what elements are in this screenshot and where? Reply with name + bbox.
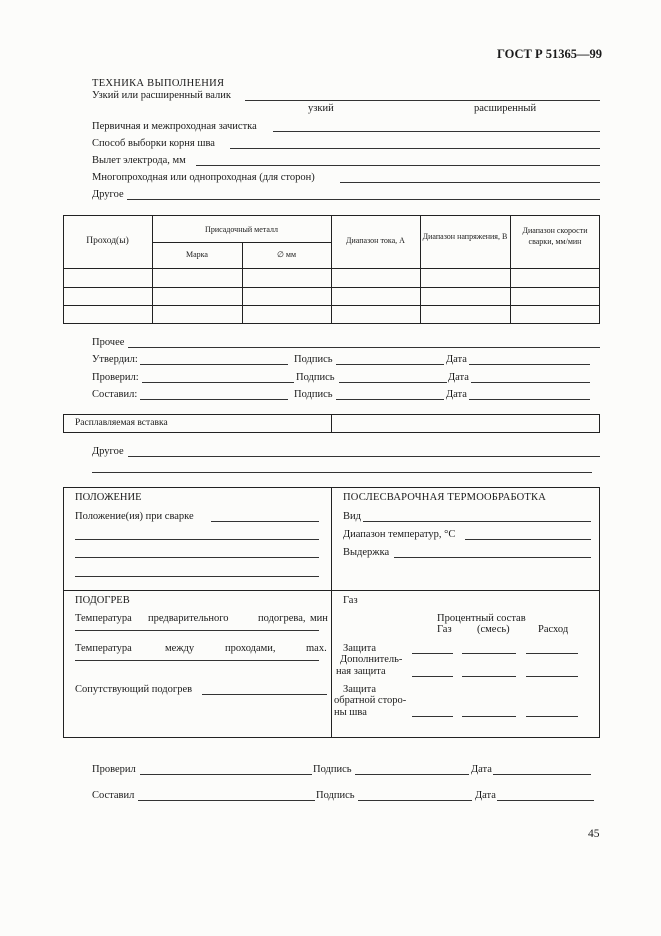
technique-other-field[interactable] (127, 199, 600, 200)
gas-shield-flow-field[interactable] (526, 653, 578, 654)
cleaning-label: Первичная и межпроходная зачистка (92, 121, 257, 132)
insert-other-field-2[interactable] (92, 472, 592, 473)
preheat-temp-word-1: Температура (75, 613, 132, 624)
gas-back-label-3: ны шва (334, 707, 367, 718)
checked-signature-field[interactable] (339, 382, 447, 383)
composed-date-field[interactable] (469, 399, 590, 400)
pwht-type-label: Вид (343, 511, 361, 522)
pwht-hold-field[interactable] (394, 557, 591, 558)
pwht-temp-field[interactable] (465, 539, 591, 540)
position-field-2[interactable] (75, 539, 319, 540)
gas-back-label-1: Защита (343, 684, 377, 695)
gas-percent-label: Процентный состав (437, 613, 526, 624)
document-code: ГОСТ Р 51365—99 (497, 47, 603, 61)
checked-field[interactable] (142, 382, 294, 383)
pwht-type-field[interactable] (363, 521, 591, 522)
gas-col-gas: Газ (437, 624, 452, 635)
col-diam-header: ∅ мм (276, 250, 297, 259)
page-number: 45 (588, 828, 600, 840)
gas-col-flow: Расход (538, 624, 569, 635)
position-field[interactable] (211, 521, 319, 522)
insert-field[interactable] (332, 415, 599, 432)
gas-extra-label-1: Дополнитель- (340, 654, 403, 665)
approval-other-field[interactable] (128, 347, 600, 348)
gas-extra-label-2: ная защита (336, 666, 386, 677)
accompanying-field[interactable] (202, 694, 327, 695)
insert-other-label: Другое (92, 446, 124, 457)
approved-date-label: Дата (446, 354, 467, 365)
composed-signature-field[interactable] (336, 399, 444, 400)
approved-signature-label: Подпись (294, 354, 333, 365)
footer-composed-date-field[interactable] (497, 800, 594, 801)
pwht-hold-label: Выдержка (343, 547, 390, 558)
gas-extra-mix-field[interactable] (462, 676, 516, 677)
position-field-4[interactable] (75, 576, 319, 577)
position-title: ПОЛОЖЕНИЕ (75, 492, 142, 503)
col-filler-header: Присадочный металл (205, 225, 278, 234)
position-field-3[interactable] (75, 557, 319, 558)
composed-label: Составил: (92, 389, 138, 400)
accompanying-label: Сопутствующий подогрев (75, 684, 193, 695)
col-current-header: Диапазон тока, А (346, 236, 405, 245)
gas-shield-label: Защита (343, 643, 377, 654)
col-brand-header: Марка (186, 250, 208, 259)
multipass-field[interactable] (340, 182, 600, 183)
footer-composed-field[interactable] (138, 800, 315, 801)
pwht-temp-label: Диапазон температур, °С (343, 529, 456, 540)
preheat-temp-word-3: подогрева, (258, 613, 306, 624)
wide-label: расширенный (474, 103, 537, 114)
technique-title: ТЕХНИКА ВЫПОЛНЕНИЯ (92, 78, 225, 89)
interpass-field[interactable] (75, 660, 319, 661)
interpass-word-1: Температура (75, 643, 132, 654)
stickout-label: Вылет электрода, мм (92, 155, 186, 166)
gas-col-mix: (смесь) (477, 624, 510, 635)
technique-other-label: Другое (92, 189, 124, 200)
footer-checked-date-field[interactable] (493, 774, 591, 775)
narrow-label: узкий (308, 103, 334, 114)
gas-back-gas-field[interactable] (412, 716, 453, 717)
gas-back-label-2: обратной сторо- (334, 695, 407, 706)
footer-composed-label: Составил (92, 790, 135, 801)
composed-signature-label: Подпись (294, 389, 333, 400)
interpass-word-4: max. (306, 643, 327, 654)
multipass-label: Многопроходная или однопроходная (для сторон) (92, 172, 315, 183)
stickout-field[interactable] (196, 165, 600, 166)
interpass-word-2: между (165, 643, 195, 654)
checked-signature-label: Подпись (296, 372, 335, 383)
root-field[interactable] (230, 148, 600, 149)
footer-checked-label: Проверил (92, 764, 136, 775)
insert-other-field[interactable] (128, 456, 600, 457)
root-label: Способ выборки корня шва (92, 138, 215, 149)
footer-checked-field[interactable] (140, 774, 312, 775)
col-speed-header: Диапазон скорости сварки, мм/мин (522, 226, 588, 246)
gas-title: Газ (343, 595, 358, 606)
footer-checked-signature-field[interactable] (355, 774, 469, 775)
position-label: Положение(ия) при сварке (75, 511, 194, 522)
preheat-title: ПОДОГРЕВ (75, 595, 130, 606)
preheat-temp-word-2: предварительного (148, 613, 229, 624)
insert-label: Расплавляемая вставка (75, 418, 168, 428)
bead-label: Узкий или расширенный валик (92, 90, 231, 101)
footer-composed-date-label: Дата (475, 790, 496, 801)
approved-field[interactable] (140, 364, 288, 365)
preheat-temp-field[interactable] (75, 630, 319, 631)
gas-back-mix-field[interactable] (462, 716, 516, 717)
approval-other-label: Прочее (92, 337, 125, 348)
pwht-title: ПОСЛЕСВАРОЧНАЯ ТЕРМООБРАБОТКА (343, 492, 547, 503)
col-pass-header: Проход(ы) (86, 236, 129, 246)
footer-composed-signature-label: Подпись (316, 790, 355, 801)
col-voltage-header: Диапазон напряжения, В (422, 232, 508, 241)
approved-label: Утвердил: (92, 354, 138, 365)
checked-label: Проверил: (92, 372, 139, 383)
gas-extra-gas-field[interactable] (412, 676, 453, 677)
approved-date-field[interactable] (469, 364, 590, 365)
approved-signature-field[interactable] (336, 364, 444, 365)
gas-shield-gas-field[interactable] (412, 653, 453, 654)
gas-shield-mix-field[interactable] (462, 653, 516, 654)
footer-composed-signature-field[interactable] (358, 800, 472, 801)
footer-checked-date-label: Дата (471, 764, 492, 775)
gas-back-flow-field[interactable] (526, 716, 578, 717)
cleaning-field[interactable] (273, 131, 600, 132)
checked-date-field[interactable] (471, 382, 590, 383)
gas-extra-flow-field[interactable] (526, 676, 578, 677)
preheat-temp-word-4: мин (310, 613, 328, 624)
composed-field[interactable] (140, 399, 288, 400)
interpass-word-3: проходами, (225, 643, 276, 654)
footer-checked-signature-label: Подпись (313, 764, 352, 775)
bead-field[interactable] (245, 100, 600, 101)
composed-date-label: Дата (446, 389, 467, 400)
checked-date-label: Дата (448, 372, 469, 383)
